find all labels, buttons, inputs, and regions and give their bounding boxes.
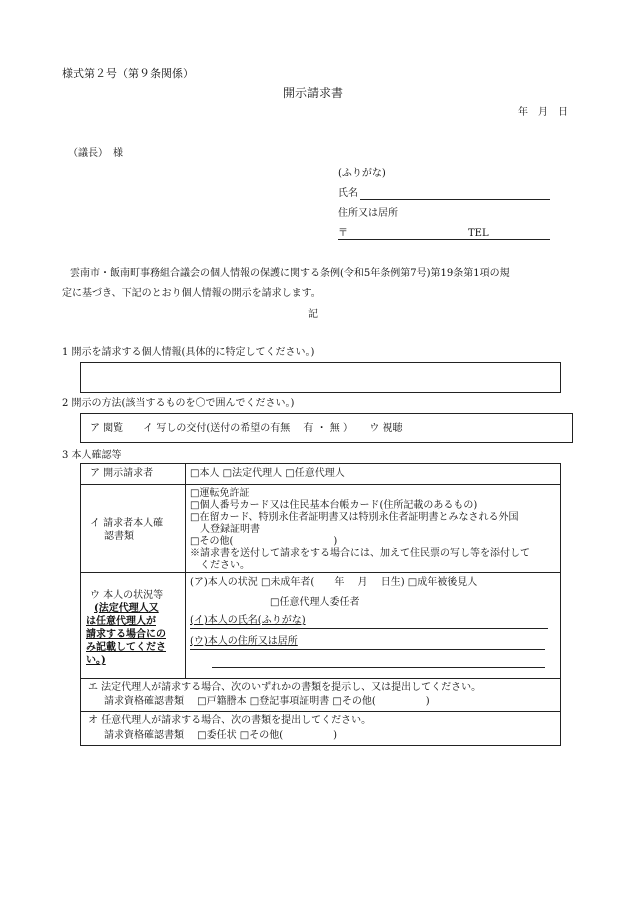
id-doc-item[interactable]: □その他( )	[190, 536, 338, 547]
form-number: 様式第２号（第９条関係）	[62, 67, 194, 80]
addressee: （議長） 様	[68, 148, 123, 159]
disclosure-method-options[interactable]: ア 閲覧 イ 写しの交付(送付の希望の有無 有 ・ 無 ） ウ 視聴	[90, 423, 403, 434]
table-row-divider	[80, 711, 561, 712]
tel-label: TEL	[468, 228, 489, 239]
principal-status-options[interactable]: (ア)本人の状況 □未成年者( 年 月 日生) □成年被後見人	[190, 577, 478, 588]
page-title: 開示請求書	[283, 86, 344, 100]
ki-mark: 記	[308, 309, 318, 320]
table-row-divider	[80, 484, 561, 485]
requester-type-options[interactable]: □本人 □法定代理人 □任意代理人	[190, 468, 345, 479]
legal-rep-docs[interactable]: 請求資格確認書類 □戸籍謄本 □登記事項証明書 □その他( )	[104, 696, 430, 707]
table-row-divider	[80, 572, 561, 573]
id-docs-label-2: 認書類	[104, 531, 134, 542]
section2-heading: 2 開示の方法(該当するものを〇で囲んでください。)	[62, 398, 295, 409]
id-docs-note: ※請求書を送付して請求をする場合には、加えて住民票の写し等を添付して	[190, 548, 530, 559]
id-docs-label-1: イ 請求者本人確	[90, 518, 164, 529]
id-docs-note-cont: ください。	[200, 560, 250, 571]
principal-address-label: (ウ)本人の住所又は居所	[190, 636, 298, 647]
section3-heading: 3 本人確認等	[62, 450, 122, 461]
principal-note-line: み記載してくださ	[86, 642, 166, 653]
address-input-line[interactable]	[338, 239, 550, 240]
principal-status-options-2[interactable]: □任意代理人委任者	[270, 597, 360, 608]
principal-note-line: 請求する場合にの	[86, 629, 166, 640]
principal-name-line[interactable]	[190, 628, 548, 629]
principal-status-label: ウ 本人の状況等	[90, 590, 164, 601]
personal-info-field[interactable]	[80, 362, 561, 393]
id-doc-item-cont: 人登録証明書	[200, 524, 260, 535]
principal-address-line-2[interactable]	[212, 667, 545, 668]
address-label: 住所又は居所	[338, 208, 398, 219]
principal-address-line[interactable]	[190, 649, 545, 650]
voluntary-rep-docs[interactable]: 請求資格確認書類 □委任状 □その他( )	[104, 730, 338, 741]
intro-line-2: 定に基づき、下記のとおり個人情報の開示を請求します。	[62, 288, 321, 299]
furigana-label: (ふりがな)	[338, 168, 386, 179]
name-input-line[interactable]	[360, 199, 550, 200]
name-label: 氏名	[338, 188, 358, 199]
intro-line-1: 雲南市・飯南町事務組合議会の個人情報の保護に関する条例(令和5年条例第7号)第19条第1項の規	[70, 268, 510, 279]
postal-mark: 〒	[338, 228, 348, 239]
requester-type-label: ア 開示請求者	[90, 468, 154, 479]
id-doc-item[interactable]: □在留カード、特別永住者証明書又は特別永住者証明書とみなされる外国	[190, 512, 519, 523]
legal-rep-instruction: エ 法定代理人が請求する場合、次のいずれかの書類を提示し、又は提出してください。	[88, 682, 482, 693]
principal-note-line: (法定代理人又	[94, 603, 159, 614]
table-column-divider	[185, 463, 186, 678]
date-line: 年 月 日	[518, 107, 568, 118]
principal-note-line: い。)	[86, 655, 106, 666]
id-doc-item[interactable]: □運転免許証	[190, 488, 250, 499]
section1-heading: 1 開示を請求する個人情報(具体的に特定してください。)	[62, 347, 315, 358]
table-row-divider	[80, 678, 561, 679]
voluntary-rep-instruction: オ 任意代理人が請求する場合、次の書類を提出してください。	[88, 715, 372, 726]
id-doc-item[interactable]: □個人番号カード又は住民基本台帳カード(住所記載のあるもの)	[190, 500, 478, 511]
principal-name-label: (イ)本人の氏名(ふりがな)	[190, 615, 306, 626]
principal-note-line: は任意代理人が	[86, 616, 156, 627]
